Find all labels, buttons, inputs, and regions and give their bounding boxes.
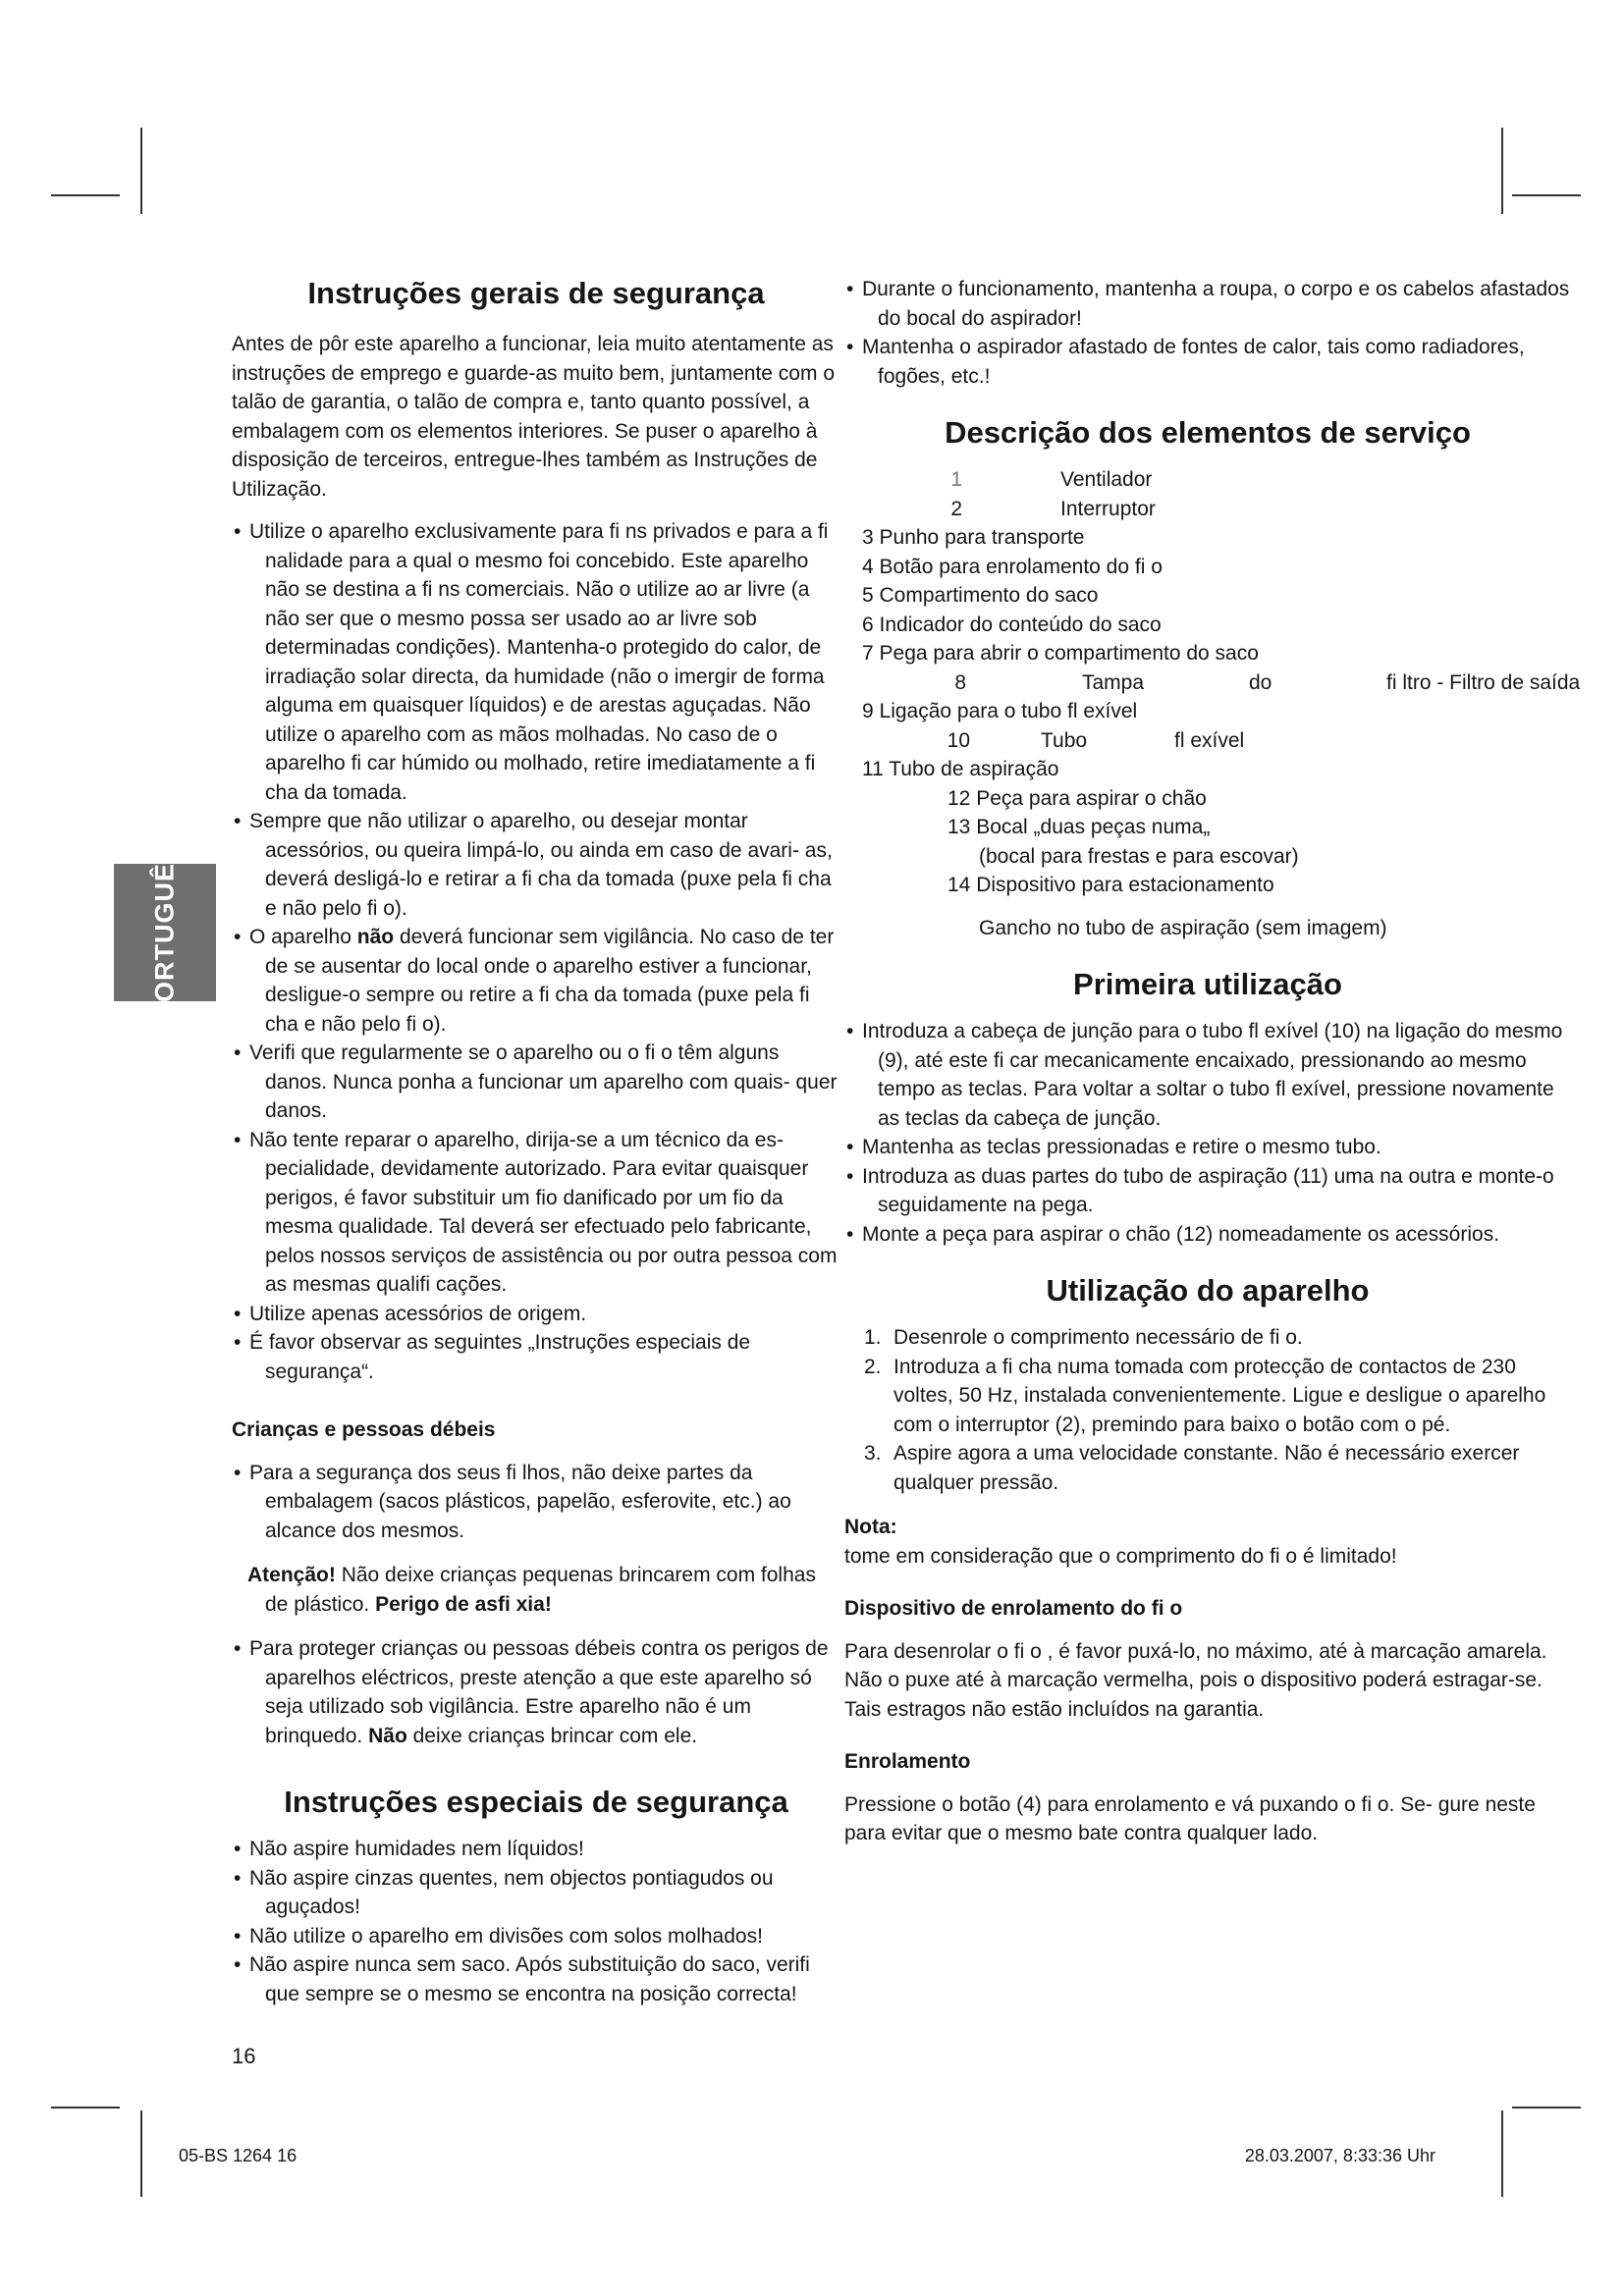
unattended-text-bold: não	[356, 926, 395, 948]
unattended-text-post: deverá funcionar sem vigilância. No caso de ter de se ausentar do local onde o aparelho estiver a funcionar, desligue-o sempre ou retire a fi cha da tomada (puxe pela fi cha e não pelo fi o).	[265, 926, 835, 1036]
part-item	[844, 668, 1581, 698]
heading-device-use: Utilização do aparelho	[1046, 1273, 1370, 1308]
footer-left: 05-BS 1264 16	[179, 2146, 298, 2165]
top-safety-list	[844, 275, 1571, 391]
step-text: Desenrole o comprimento necessário de fi o.	[893, 1326, 1303, 1349]
list-item: • Sempre que não utilizar o aparelho, ou desejar montar acessórios, ou queira limpá-lo, ou ainda em caso de avari- as, deverá desligá-lo e retirar a fi cha da tomada (puxe pela fi cha e não pelo fi o).	[232, 807, 840, 923]
language-tab-label: PORTUGUÊS	[149, 843, 180, 1022]
list-item: • Utilize o aparelho exclusivamente para fi ns privados e para a fi nalidade para a qual o mesmo foi concebido. Este aparelho não se destina a fi ns comerciais. Não o utilize ao ar livre (a não ser que o mesmo possa ser usado ao ar livre sob determinadas condições). Mantenha-o protegido do calor, de irradiação solar directa, da humidade (não o imergir de forma alguma em quaisquer líquidos) e de arestas aguçadas. Não utilize o aparelho com as mãos molhadas. No caso de o aparelho fi car húmido ou molhado, retire imediatamente a fi cha da tomada.	[232, 517, 840, 807]
unattended-text-pre: O aparelho	[249, 926, 352, 948]
part-label: do	[1249, 670, 1272, 694]
list-item: • É favor observar as seguintes „Instruções especiais de segurança“.	[232, 1328, 840, 1386]
intro-paragraph: Antes de pôr este aparelho a funcionar, leia muito atentamente as instruções de emprego e guarde-as muito bem, juntamente com o talão de garantia, o talão de compra e, tanto quanto possível, a embalagem com os elementos interiores. Se puser o aparelho à disposição de terceiros, entregue-lhes também as Instruções de Utilização.	[232, 333, 835, 501]
list-item: • Mantenha as teclas pressionadas e retire o mesmo tubo.	[844, 1133, 1571, 1162]
step-text: Aspire agora a uma velocidade constante. Não é necessário exercer qualquer pressão.	[893, 1442, 1520, 1494]
crop-mark-bottom-left-v	[140, 2110, 142, 2197]
part-item	[844, 726, 1571, 756]
list-item	[844, 1439, 1571, 1497]
list-item: • Durante o funcionamento, mantenha a roupa, o corpo e os cabelos afastados do bocal do aspirador!	[844, 275, 1571, 333]
attention-text: Não deixe crianças pequenas brincarem com folhas de plástico.	[265, 1564, 816, 1616]
part-item: 12 Peça para aspirar o chão	[947, 786, 1207, 810]
part-label: Tubo	[1041, 728, 1088, 752]
heading-children: Crianças e pessoas débeis	[232, 1418, 496, 1441]
part-number: 1	[950, 468, 962, 491]
list-item: • Utilize apenas acessórios de origem.	[232, 1300, 840, 1329]
list-item: • Monte a peça para aspirar o chão (12) nomeadamente os acessórios.	[844, 1220, 1571, 1250]
step-number: 1.	[864, 1326, 882, 1349]
part-item: (bocal para frestas e para escovar)	[979, 844, 1299, 868]
part-item: 4 Botão para enrolamento do fi o	[862, 555, 1163, 578]
part-item: 11 Tubo de aspiração	[862, 758, 1059, 780]
list-item: • Não aspire nunca sem saco. Após substituição do saco, verifi que sempre se o mesmo se encontra na posição correcta!	[232, 1950, 840, 2008]
list-item: • Não utilize o aparelho em divisões com solos molhados!	[232, 1922, 840, 1951]
protect-text-bold: Não	[368, 1724, 407, 1747]
list-item: • Para a segurança dos seus fi lhos, não deixe partes da embalagem (sacos plásticos, papelão, esferovite, etc.) ao alcance dos mesmos.	[232, 1459, 840, 1546]
list-item: • Não tente reparar o aparelho, dirija-se a um técnico da es- pecialidade, devidamente autorizado. Para evitar quaisquer perigos, é favor substituir um fio danificado por um fio da mesma qualidade. Tal deverá ser efectuado pelo fabricante, pelos nossos serviços de assistência ou por outra pessoa com as mesmas qualifi cações.	[232, 1126, 840, 1300]
list-item: • Não aspire cinzas quentes, nem objectos pontiagudos ou aguçados!	[232, 1864, 840, 1922]
list-item	[844, 1353, 1571, 1440]
note-text: tome em consideração que o comprimento do fi o é limitado!	[844, 1544, 1397, 1568]
step-text: Introduza a fi cha numa tomada com protecção de contactos de 230 voltes, 50 Hz, instalada convenientemente. Ligue e desligue o aparelho com o interruptor (2), premindo para baixo o botão com o pé.	[893, 1355, 1546, 1436]
crop-mark-top-right-v	[1501, 128, 1503, 214]
list-item: • Introduza a cabeça de junção para o tubo fl exível (10) na ligação do mesmo (9), até este fi car mecanicamente encaixado, pressionando ao mesmo tempo as teclas. Para voltar a soltar o tubo fl exível, pressione novamente as teclas da cabeça de junção.	[844, 1017, 1571, 1133]
list-item: • Não aspire humidades nem líquidos!	[232, 1835, 840, 1864]
part-label: Ventilador	[1060, 468, 1153, 491]
part-item: 6 Indicador do conteúdo do saco	[862, 613, 1162, 636]
page-number: 16	[232, 2044, 256, 2068]
parts-list	[844, 465, 1581, 942]
step-number: 3.	[864, 1442, 882, 1465]
list-item	[844, 1323, 1571, 1353]
step-number: 2.	[864, 1355, 882, 1378]
attention-paragraph	[232, 1561, 840, 1619]
left-column	[232, 275, 840, 2008]
heading-general-safety: Instruções gerais de segurança	[307, 276, 765, 310]
cord-text: Para desenrolar o fi o , é favor puxá-lo, no máximo, até à marcação amarela. Não o puxe até à marcação vermelha, pois o dispositivo poderá estragar-se. Tais estragos não estão incluídos na garantia.	[844, 1639, 1547, 1721]
heading-special-safety: Instruções especiais de segurança	[284, 1785, 788, 1819]
rewind-text: Pressione o botão (4) para enrolamento e vá puxando o fi o. Se- gure neste para evitar que o mesmo bate contra qualquer lado.	[844, 1792, 1536, 1844]
part-number: 2	[950, 497, 962, 520]
crop-mark-bottom-right-h	[1512, 2107, 1581, 2109]
part-item: 14 Dispositivo para estacionamento	[947, 874, 1274, 896]
part-item: Gancho no tubo de aspiração (sem imagem)	[979, 916, 1387, 939]
list-item	[232, 1634, 840, 1750]
part-item: 13 Bocal „duas peças numa„	[947, 816, 1211, 838]
crop-mark-top-right-h	[1512, 194, 1581, 196]
general-safety-list	[232, 517, 840, 1386]
footer-right: 28.03.2007, 8:33:36 Uhr	[1244, 2146, 1435, 2165]
part-item	[844, 495, 1571, 524]
list-item: • Introduza as duas partes do tubo de aspiração (11) uma na outra e monte-o seguidamente na pega.	[844, 1162, 1571, 1220]
list-item: • Mantenha o aspirador afastado de fontes de calor, tais como radiadores, fogões, etc.!	[844, 333, 1571, 391]
attention-bold: Perigo de asfi xia!	[375, 1592, 552, 1616]
protect-list	[232, 1634, 840, 1750]
special-safety-list	[232, 1835, 840, 2008]
heading-first-use: Primeira utilização	[1073, 967, 1342, 1001]
crop-mark-top-left-h	[51, 194, 120, 196]
part-item: 5 Compartimento do saco	[862, 584, 1099, 607]
part-label: fi ltro - Filtro de saída	[1386, 670, 1581, 694]
heading-cord-device: Dispositivo de enrolamento do fi o	[844, 1597, 1183, 1620]
part-item: 3 Punho para transporte	[862, 526, 1085, 549]
part-label: Tampa	[1082, 670, 1145, 694]
list-item: • Verifi que regularmente se o aparelho ou o fi o têm alguns danos. Nunca ponha a funcionar um aparelho com quais- quer danos.	[232, 1039, 840, 1126]
heading-rewind: Enrolamento	[844, 1750, 971, 1773]
first-use-list	[844, 1017, 1571, 1249]
attention-label: Atenção!	[247, 1564, 336, 1586]
part-item: 7 Pega para abrir o compartimento do saco	[862, 642, 1259, 665]
part-label: fl exível	[1174, 728, 1245, 752]
part-item	[844, 465, 1571, 495]
crop-mark-bottom-left-h	[51, 2107, 120, 2109]
crop-mark-top-left-v	[140, 128, 142, 214]
children-list	[232, 1459, 840, 1546]
list-item	[232, 923, 840, 1039]
right-column	[844, 275, 1581, 1848]
device-use-list	[844, 1323, 1571, 1497]
note-label: Nota:	[844, 1516, 897, 1538]
protect-text-post: deixe crianças brincar com ele.	[412, 1724, 698, 1747]
crop-mark-bottom-right-v	[1501, 2110, 1503, 2197]
part-number: 8	[954, 670, 966, 694]
part-item: 9 Ligação para o tubo fl exível	[862, 700, 1138, 722]
heading-description: Descrição dos elementos de serviço	[945, 415, 1471, 450]
language-tab	[114, 843, 216, 1022]
protect-text-pre: Para proteger crianças ou pessoas débeis contra os perigos de aparelhos eléctricos, preste atenção a que este aparelho só seja utilizado sob vigilância. Estre aparelho não é um brinquedo.	[249, 1637, 829, 1747]
part-number: 10	[947, 728, 970, 752]
part-label: Interruptor	[1060, 497, 1156, 520]
